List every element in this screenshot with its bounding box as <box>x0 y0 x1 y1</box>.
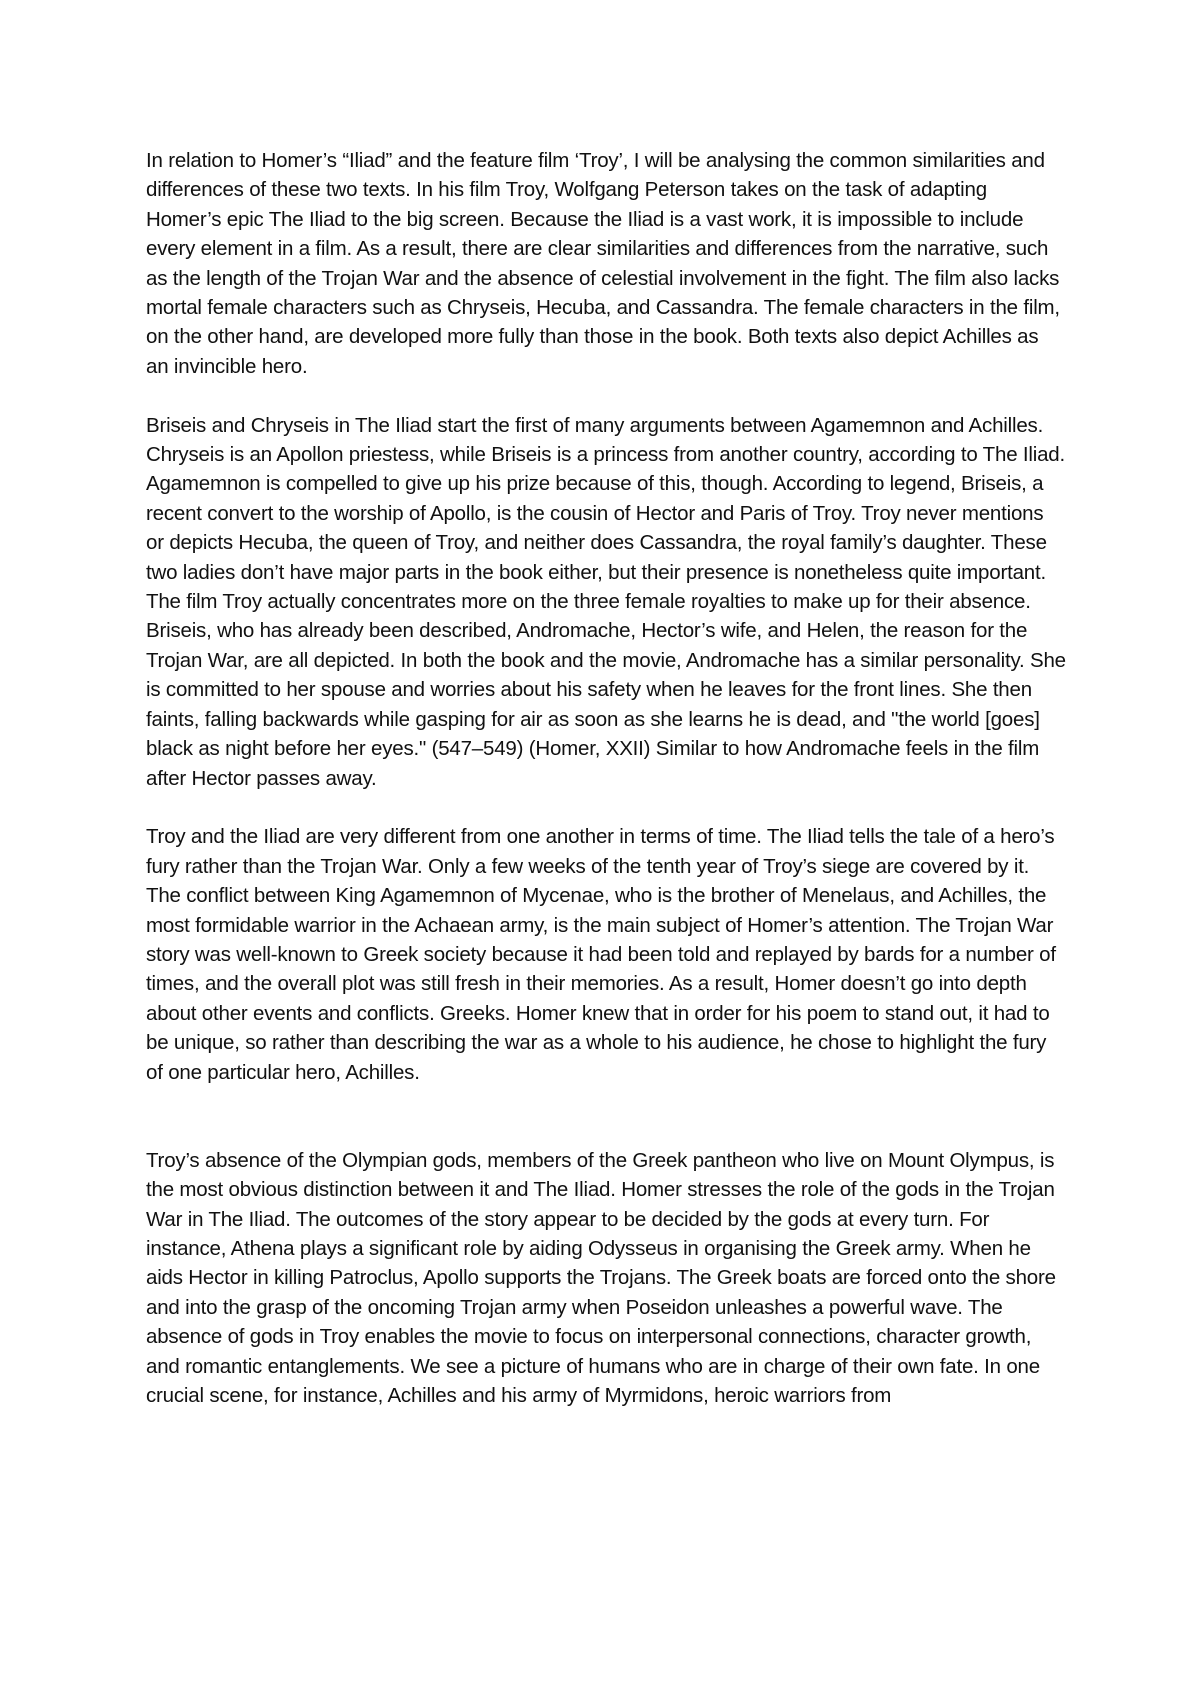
paragraph-time-difference: Troy and the Iliad are very different from one another in terms of time. The Iliad tells the tale of a hero’s fury rather than the Trojan War. Only a few weeks of the tenth year of Troy’s siege are covered by it. The conflict between King Agamemnon of Mycenae, who is the brother of Menelaus, and Achilles, the most formidable warrior in the Achaean army, is the main subject of Homer’s attention. The Trojan War story was well-known to Greek society because it had been told and replayed by bards for a number of times, and the overall plot was still fresh in their memories. As a result, Homer doesn’t go into depth about other events and conflicts. Greeks. Homer knew that in order for his poem to stand out, it had to be unique, so rather than describing the war as a whole to his audience, he chose to highlight the fury of one particular hero, Achilles. <box>146 825 1056 1084</box>
paragraph-gods: Troy’s absence of the Olympian gods, members of the Greek pantheon who live on Mount Olympus, is the most obvious distinction between it and The Iliad. Homer stresses the role of the gods in the Trojan War in The Iliad. The outcomes of the story appear to be decided by the gods at every turn. For instance, Athena plays a significant role by aiding Odysseus in organising the Greek army. When he aids Hector in killing Patroclus, Apollo supports the Trojans. The Greek boats are forced onto the shore and into the grasp of the oncoming Trojan army when Poseidon unleashes a powerful wave. The absence of gods in Troy enables the movie to focus on interpersonal connections, character growth, and romantic entanglements. We see a picture of humans who are in charge of their own fate. In one crucial scene, for instance, Achilles and his army of Myrmidons, heroic warriors from <box>146 1148 1056 1408</box>
paragraph-spacer <box>146 381 1066 410</box>
paragraph-female-characters: Briseis and Chryseis in The Iliad start the first of many arguments between Agamemnon and Achilles. Chryseis is an Apollon priestess, while Briseis is a princess from another country, according to The Iliad. Agamemnon is compelled to give up his prize because of this, though. According to legend, Briseis, a recent convert to the worship of Apollo, is the cousin of Hector and Paris of Troy. Troy never mentions or depicts Hecuba, the queen of Troy, and neither does Cassandra, the royal family’s daughter. These two ladies don’t have major parts in the book either, but their presence is nonetheless quite important. The film Troy actually concentrates more on the three female royalties to make up for their absence. Briseis, who has already been described, Andromache, Hector’s wife, and Helen, the reason for the Trojan War, are all depicted. In both the book and the movie, Andromache has a similar personality. She is committed to her spouse and worries about his safety when he leaves for the front lines. She then faints, falling backwards while gasping for air as soon as she learns he is dead, and "the world [goes] black as night before her eyes." (547–549) (Homer, XXII) Similar to how Andromache feels in the film after Hector passes away. <box>146 413 1066 790</box>
paragraph-spacer <box>146 793 1066 822</box>
paragraph-intro: In relation to Homer’s “Iliad” and the feature film ‘Troy’, I will be analysing the common similarities and differences of these two texts. In his film Troy, Wolfgang Peterson takes on the task of adapting Homer’s epic The Iliad to the big screen. Because the Iliad is a vast work, it is impossible to include every element in a film. As a result, there are clear similarities and differences from the narrative, such as the length of the Trojan War and the absence of celestial involvement in the fight. The film also lacks mortal female characters such as Chryseis, Hecuba, and Cassandra. The female characters in the film, on the other hand, are developed more fully than those in the book. Both texts also depict Achilles as an invincible hero. <box>146 149 1060 378</box>
document-body <box>146 146 1066 1410</box>
paragraph-spacer <box>146 1087 1066 1146</box>
